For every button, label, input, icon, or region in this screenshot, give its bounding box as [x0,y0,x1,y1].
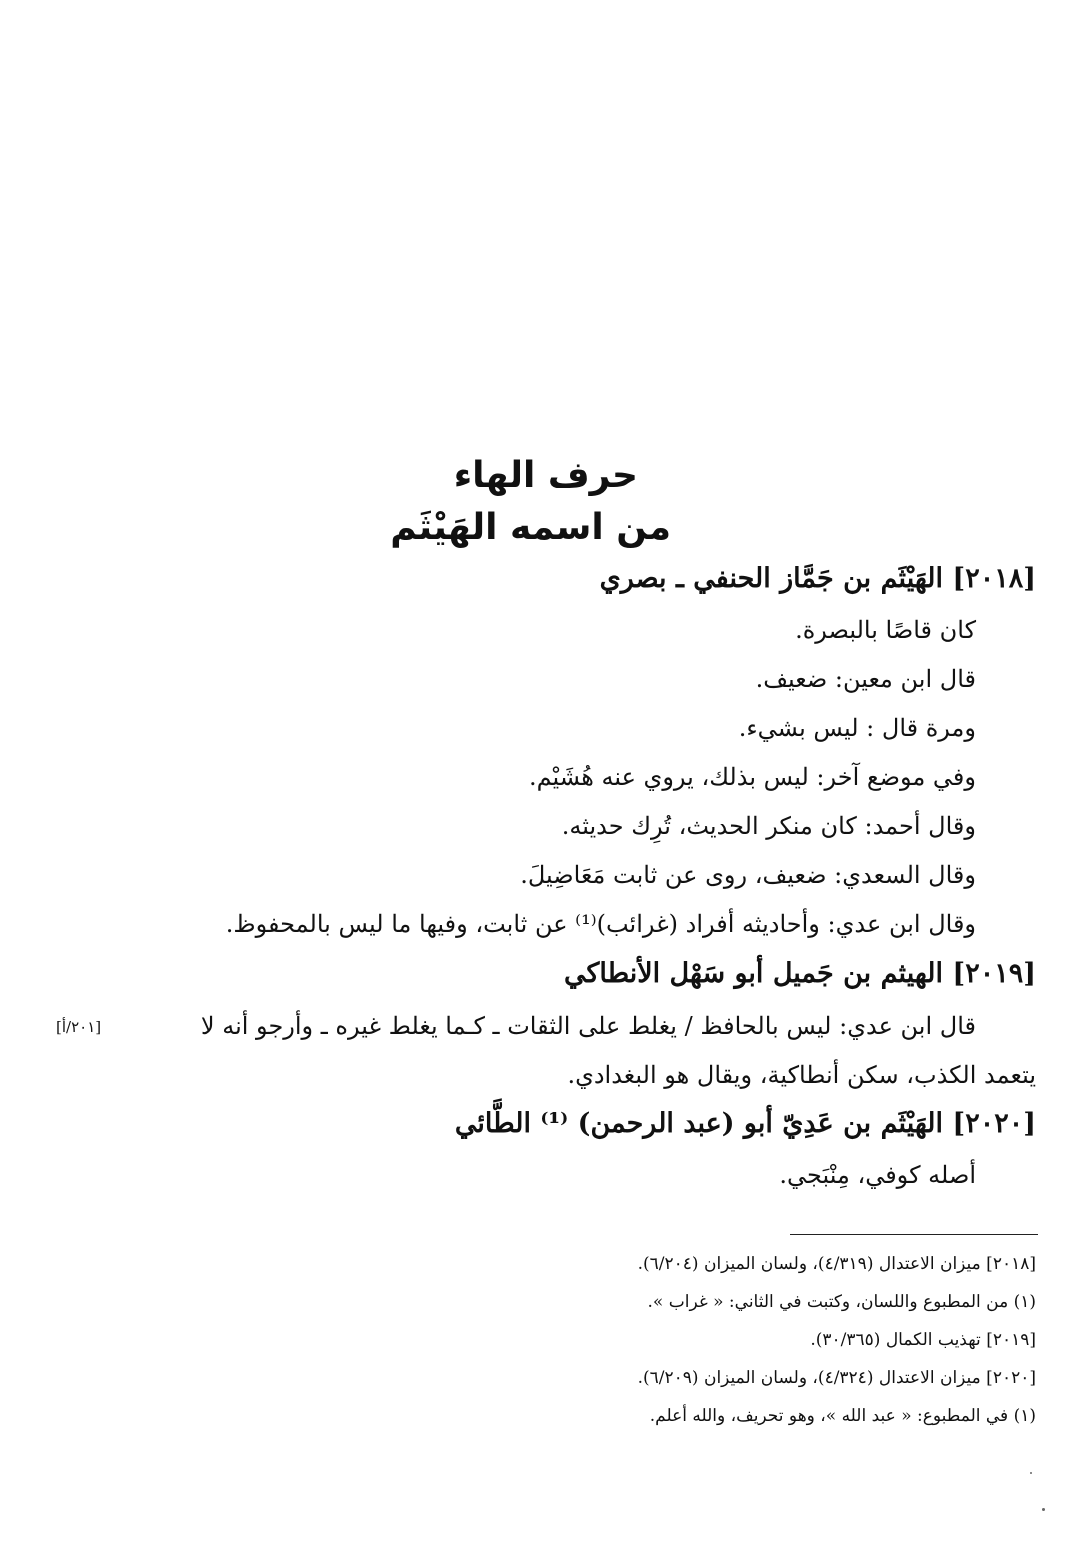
footnote-2: (١) من المطبوع واللسان، وكتبت في الثاني: « غراب ». [647,1292,1036,1312]
margin-folio-ref: [٢٠١/أ] [56,1018,102,1036]
chapter-subtitle: من اسمه الهَيْثَم [390,507,671,548]
entry-2018-line-4: وفي موضع آخر: ليس بذلك، يروي عنه هُشَيْم. [528,763,976,791]
entry-heading-2020: [٢٠٢٠] الهَيْثَم بن عَدِيّ أبو (عبد الرحمن) ⁽¹⁾ الطَّائي [454,1108,1036,1139]
footnote-separator [790,1234,1038,1235]
chapter-title: حرف الهاء [453,455,638,496]
footnote-1: [٢٠١٨] ميزان الاعتدال (٤/٣١٩)، ولسان الميزان (٦/٢٠٤). [637,1254,1036,1274]
scan-speck [1030,1472,1032,1474]
entry-2018-line-1: كان قاصًا بالبصرة. [795,616,976,644]
entry-heading-2018: [٢٠١٨] الهَيْثَم بن جَمَّاز الحنفي ـ بصري [599,563,1036,594]
scan-speck [1042,1508,1045,1511]
entry-2018-line-7: وقال ابن عدي: وأحاديثه أفراد (غرائب)⁽¹⁾ عن ثابت، وفيها ما ليس بالمحفوظ. [225,910,976,938]
entry-2018-line-6: وقال السعدي: ضعيف، روى عن ثابت مَعَاضِيلَ. [520,861,976,889]
entry-2018-line-2: قال ابن معين: ضعيف. [755,665,976,693]
entry-2019-line-2: يتعمد الكذب، سكن أنطاكية، ويقال هو البغدادي. [567,1061,1036,1089]
entry-2018-line-5: وقال أحمد: كان منكر الحديث، تُرِك حديثه. [561,812,976,840]
footnote-3: [٢٠١٩] تهذيب الكمال (٣٠/٣٦٥). [810,1330,1036,1350]
footnote-5: (١) في المطبوع: « عبد الله »، وهو تحريف، والله أعلم. [649,1406,1036,1426]
entry-2019-line-1: قال ابن عدي: ليس بالحافظ / يغلط على الثقات ـ كـما يغلط غيره ـ وأرجو أنه لا [200,1012,976,1040]
entry-2020-line-1: أصله كوفي، مِنْبَجي. [779,1161,976,1189]
entry-heading-2019: [٢٠١٩] الهيثم بن جَميل أبو سَهْل الأنطاكي [564,958,1036,989]
entry-2018-line-3: ومرة قال : ليس بشيء. [738,714,976,742]
footnote-4: [٢٠٢٠] ميزان الاعتدال (٤/٣٢٤)، ولسان الميزان (٦/٢٠٩). [637,1368,1036,1388]
